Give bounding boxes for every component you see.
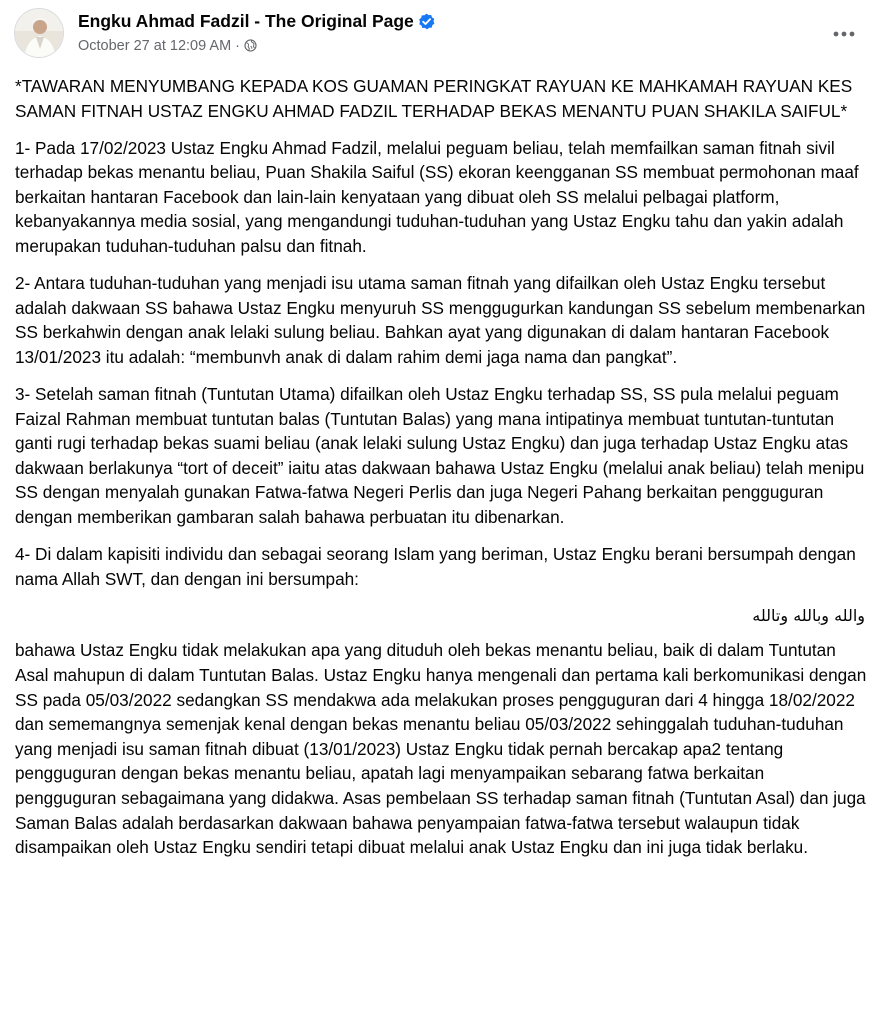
post-meta: [78, 38, 257, 56]
post-header: [0, 0, 880, 68]
verified-badge-icon: [418, 13, 435, 35]
meta-separator: ·: [235, 38, 240, 54]
post-heading: *TAWARAN MENYUMBANG KEPADA KOS GUAMAN PERINGKAT RAYUAN KE MAHKAMAH RAYUAN KES SAMAN FITNAH USTAZ ENGKU AHMAD FADZIL TERHADAP BEKAS MENANTU PUAN SHAKILA SAIFUL*: [15, 76, 853, 121]
post-timestamp[interactable]: October 27 at 12:09 AM: [78, 38, 232, 54]
more-options-icon[interactable]: [830, 20, 858, 48]
profile-photo: [15, 9, 64, 58]
post-paragraph-final: bahawa Ustaz Engku tidak melakukan apa yang dituduh oleh bekas menantu beliau, baik di dalam Tuntutan Asal mahupun di dalam Tuntutan Balas. Ustaz Engku hanya mengenali dan pertama kali berkomunikasi dengan SS pada 05/03/2022 sedangkan SS mendakwa ada melakukan proses pengguguran dari 4 hingga 18/02/2022 dan sememangnya semenjak kenal dengan bekas menantu beliau 05/03/2022 sehinggalah tuduhan-tuduhan yang menjadi isu saman fitnah dibuat (13/01/2023) Ustaz Engku tidak pernah bercakap apa2 tentang pengguguran dengan bekas menantu beliau, apatah lagi menyampaikan sebarang fatwa berkaitan pengguguran sebagaimana yang didakwa. Asas pembelaan SS terhadap saman fitnah (Tuntutan Asal) dan juga Saman Balas adalah berdasarkan dakwaan bahawa penyampaian fatwa-fatwa tersebut walaupun tidak disampaikan oleh Ustaz Engku sendiri tetapi dibuat melalui anak Ustaz Engku dan ini juga tidak berlaku.: [15, 640, 867, 858]
post-paragraph-2: 2- Antara tuduhan-tuduhan yang menjadi isu utama saman fitnah yang difailkan oleh Ustaz Engku tersebut adalah dakwaan SS bahawa Ustaz Engku menyuruh SS menggugurkan kandungan SS sebelum membenarkan SS berkahwin dengan anak lelaki sulung beliau. Bahkan ayat yang digunakan di dalam hantaran Facebook 13/01/2023 itu adalah: “membunvh anak di dalam rahim demi jaga nama dan pangkat”.: [15, 273, 866, 367]
page-name[interactable]: [78, 11, 435, 35]
avatar[interactable]: [14, 8, 64, 58]
globe-icon[interactable]: [244, 39, 257, 56]
author-name[interactable]: Engku Ahmad Fadzil - The Original Page: [78, 11, 414, 31]
post-paragraph-4: 4- Di dalam kapisiti individu dan sebagai seorang Islam yang beriman, Ustaz Engku berani bersumpah dengan nama Allah SWT, dan dengan ini bersumpah:: [15, 544, 856, 589]
post-paragraph-3: 3- Setelah saman fitnah (Tuntutan Utama) difailkan oleh Ustaz Engku terhadap SS, SS pula melalui peguam Faizal Rahman membuat tuntutan balas (Tuntutan Balas) yang mana intipatinya membuat tuntutan-tuntutan ganti rugi terhadap bekas suami beliau (anak lelaki sulung Ustaz Engku) dan juga terhadap Ustaz Engku atas dakwaan berlakunya “tort of deceit” iaitu atas dakwaan bahawa Ustaz Engku (melalui anak beliau) telah menipu SS dengan menyalah gunakan Fatwa-fatwa Negeri Perlis dan juga Negeri Pahang berkaitan pengguguran dengan memberikan gambaran salah bahawa perbuatan itu dibenarkan.: [15, 384, 865, 527]
post-body: [15, 74, 867, 872]
post-paragraph-1: 1- Pada 17/02/2023 Ustaz Engku Ahmad Fadzil, melalui peguam beliau, telah memfailkan saman fitnah sivil terhadap bekas menantu beliau, Puan Shakila Saiful (SS) ekoran keengganan SS membuat permohonan maaf berkaitan hantaran Facebook dan lain-lain kenyataan yang dibuat oleh SS melalui pelbagai platform, kebanyakannya media sosial, yang mengandungi tuduhan-tuduhan yang Ustaz Engku tahu dan yakin adalah merupakan tuduhan-tuduhan palsu dan fitnah.: [15, 137, 859, 257]
arabic-oath: والله وبالله وتالله: [752, 605, 865, 625]
